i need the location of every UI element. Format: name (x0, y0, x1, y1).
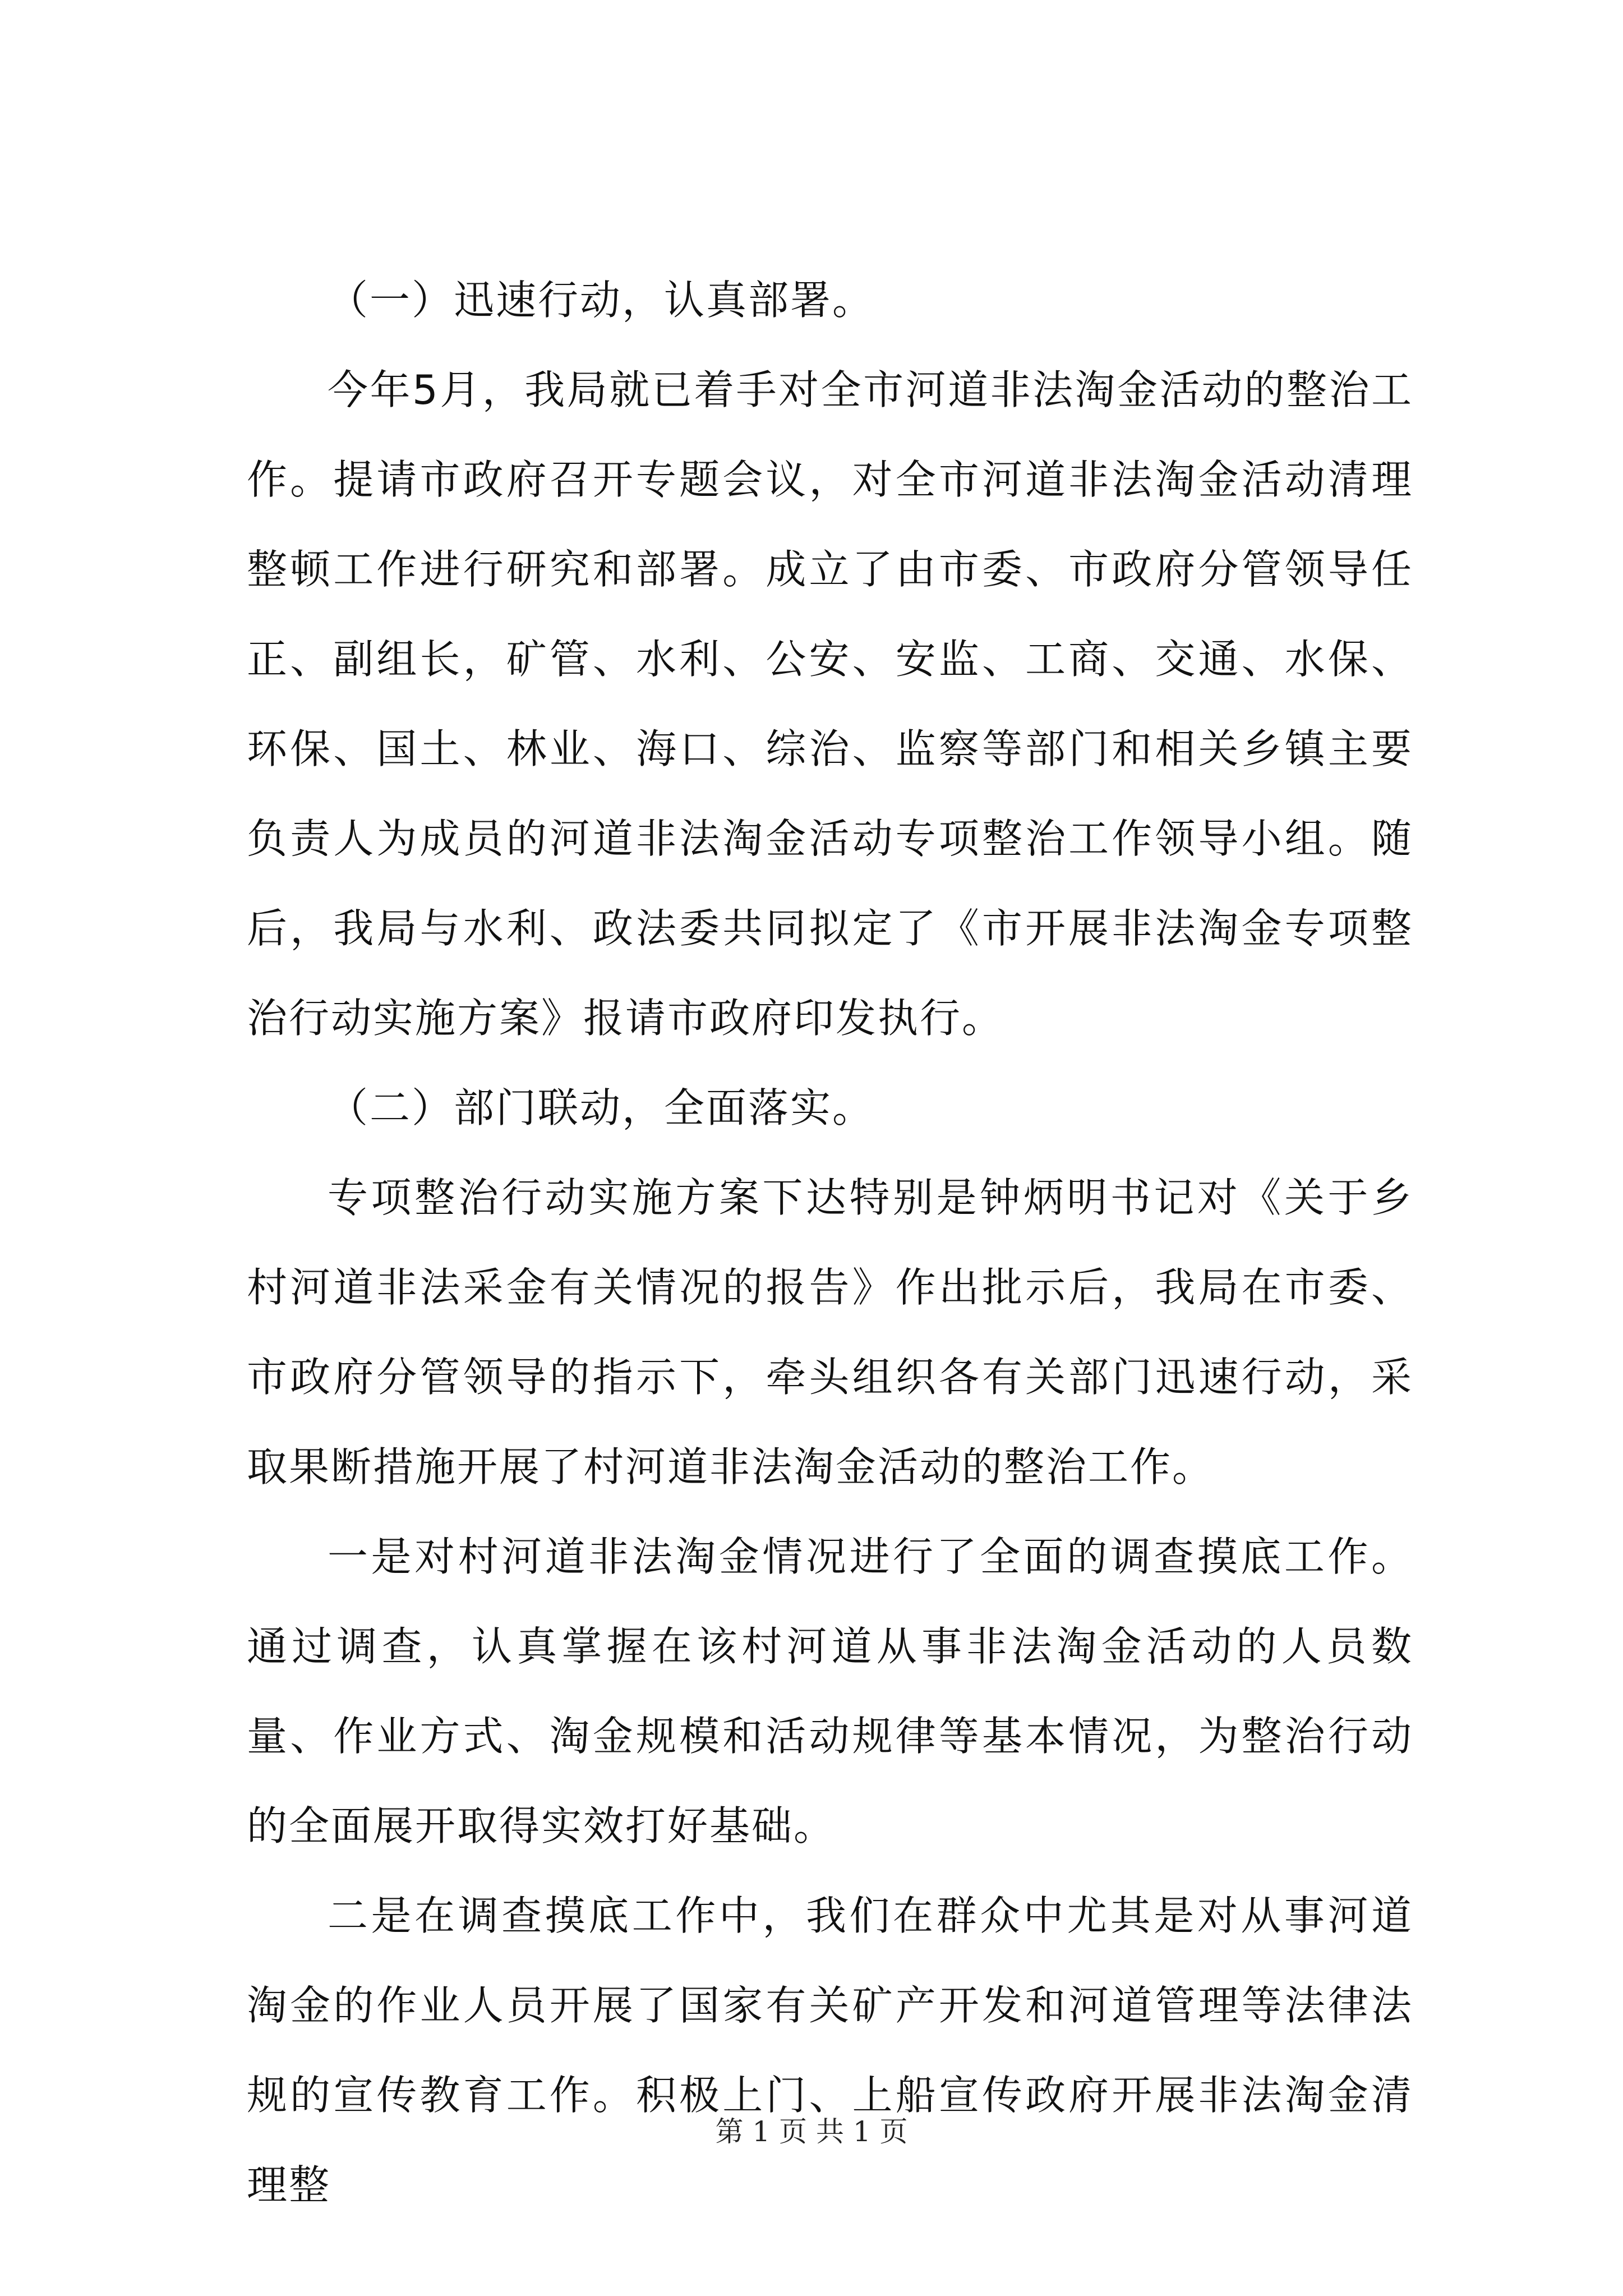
paragraph-2: 专项整治行动实施方案下达特别是钟炳明书记对《关于乡村河道非法采金有关情况的报告》作出批示后，我局在市委、市政府分管领导的指示下，牵头组织各有关部门迅速行动，采取果断措施开展了村河道非法淘金活动的整治工作。 (247, 1174, 1413, 1490)
paragraph-3: 一是对村河道非法淘金情况进行了全面的调查摸底工作。通过调查，认真掌握在该村河道从事非法淘金活动的人员数量、作业方式、淘金规模和活动规律等基本情况，为整治行动的全面展开取得实效打好基础。 (247, 1533, 1413, 1849)
document-body (247, 255, 1413, 2230)
paragraph-4: 二是在调查摸底工作中，我们在群众中尤其是对从事河道淘金的作业人员开展了国家有关矿产开发和河道管理等法律法规的宣传教育工作。积极上门、上船宣传政府开展非法淘金清理整 (247, 1892, 1413, 2208)
section-heading-2: （二）部门联动，全面落实。 (328, 1084, 875, 1131)
page-footer: 第 1 页 共 1 页 (715, 2115, 908, 2148)
paragraph-1: 今年5月，我局就已着手对全市河道非法淘金活动的整治工作。提请市政府召开专题会议，对全市河道非法淘金活动清理整顿工作进行研究和部署。成立了由市委、市政府分管领导任正、副组长，矿管、水利、公安、安监、工商、交通、水保、环保、国土、林业、海口、综治、监察等部门和相关乡镇主要负责人为成员的河道非法淘金活动专项整治工作领导小组。随后，我局与水利、政法委共同拟定了《市开展非法淘金专项整治行动实施方案》报请市政府印发执行。 (247, 366, 1413, 1042)
section-heading-1: （一）迅速行动，认真部署。 (328, 277, 875, 324)
